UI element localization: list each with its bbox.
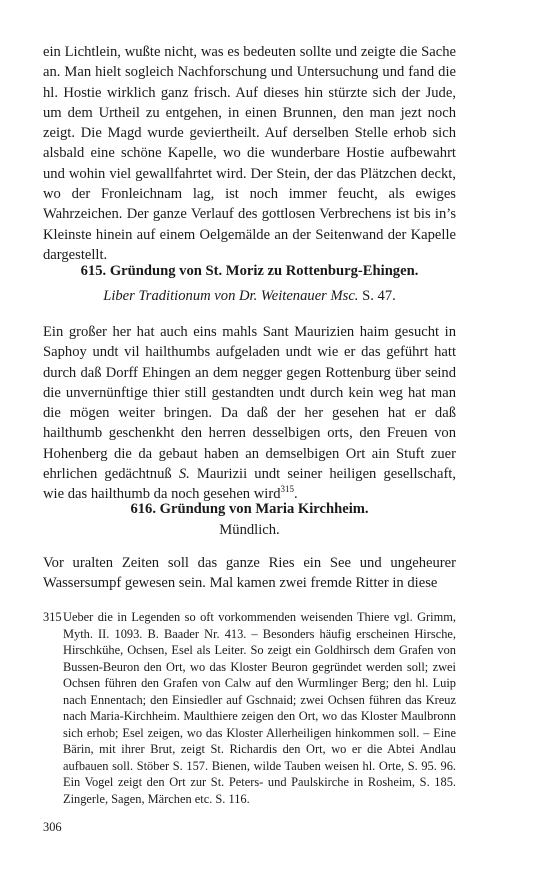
source-title-italic: Liber Traditionum von Dr. Weitenauer Msc. (103, 288, 359, 304)
footnote-315 (43, 609, 456, 807)
footnote-number: 315 (43, 610, 62, 624)
section-616-title: 616. Gründung von Maria Kirchheim. (130, 501, 369, 517)
section-615-title: 615. Gründung von St. Moriz zu Rottenburg-Ehingen. (80, 263, 419, 279)
section-615-source (43, 286, 456, 306)
paragraph-text: Ein großer her hat auch eins mahls Sant Maurizien haim gesucht in Saphoy undt vil hailthumbs aufgeladen undt wie er das geführt hatt durch daß Dorff Ehingen an dem negger gegen Rottenburg über seind die unvernünftige thier still gestandten undt durch kein weg hat man die mögen weiter bringen. Da daß der her gesehen hat er daß hailthumb geschenkht den herren desselbigen orts, den Freuen von Hohenberg die da gebaut haben an demselbigen Ort ain Stuft zuer ehrlichen gedächtnuß (43, 324, 456, 483)
italic-saint-abbrev: S. (178, 466, 190, 483)
footnote-text: Ueber die in Legenden so oft vorkommenden weisenden Thiere vgl. Grimm, Myth. II. 1093. B. Baader Nr. 413. – Besonders häufig erscheinen Hirsche, Hirschkühe, Ochsen, Esel als Leiter. So zeigt ein Goldhirsch dem Grafen von Bussen-Beuron den Ort, wo das Kloster Beuron gegründet werden soll; zwei Ochsen führen den Grafen von Calw auf den Wurmlinger Berg; den hl. Luip nach Ennentach; den Einsiedler auf Gschnaid; zwei Ochsen führen das Kreuz nach Maria-Kirchheim. Maulthiere zeigen den Ort, wo das Kloster Maulbronn sich erhob; Esel zeigen, wo das Kloster Allerheiligen hinkommen soll. – Eine Bärin, mit ihrer Brut, zeigt St. Richardis den Ort, wo er die Abtei Andlau aufbauen soll. Stöber S. 157. Bienen, wilde Tauben weisen hl. Orte, S. 95. 96. Ein Vogel zeigt den Ort zur St. Peters- und Paulskirche in Rosheim, S. 185. Zingerle, Sagen, Märchen etc. S. 116. (63, 610, 456, 806)
paragraph-text: ein Lichtlein, wußte nicht, was es bedeuten sollte und zeigte die Sache an. Man hielt sogleich Nachforschung und Untersuchung und fand die hl. Hostie wirklich ganz frisch. Auf dieses hin stürzte sich der Jude, um dem Urtheil zu entgehen, in einen Brunnen, den man jezt noch zeigt. Die Magd wurde geviertheilt. Auf derselben Stelle erhob sich alsbald eine schöne Kapelle, wo die wunderbare Hostie aufbewahrt und wohin viel gewallfahrtet wird. Der Stein, der das Plätzchen deckt, wo der Fronleichnam lag, ist noch immer feucht, als ewiges Wahrzeichen. Der ganze Verlauf des gottlosen Verbrechens ist bis in’s Kleinste hinein auf einem Oelgemälde an der Seitenwand der Kapelle dargestellt. (43, 44, 456, 263)
page-number: 306 (43, 820, 62, 834)
paragraph-section-616 (43, 553, 456, 594)
paragraph-text: Vor uralten Zeiten soll das ganze Ries ein See und ungeheurer Wassersumpf gewesen sein. Mal kamen zwei fremde Ritter in diese (43, 555, 456, 592)
paragraph-section-615 (43, 322, 456, 505)
paragraph-hostie-legend (43, 42, 456, 265)
paragraph-text-cont: Maurizii undt seiner heiligen gesellschaft, wie das hailthumb da noch gesehen wird (43, 466, 457, 503)
footnote-reference[interactable]: 315 (280, 484, 294, 495)
section-616-source: Mündlich. (219, 522, 280, 538)
paragraph-end: . (294, 486, 298, 503)
source-page-ref: S. 47. (358, 288, 396, 304)
